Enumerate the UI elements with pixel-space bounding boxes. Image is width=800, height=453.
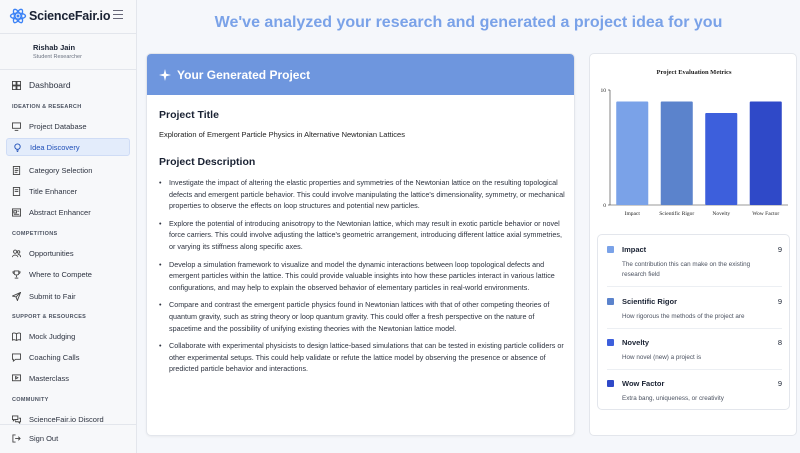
hamburger-menu-icon[interactable]	[113, 10, 123, 20]
metrics-legend	[597, 234, 790, 410]
logout-icon	[12, 434, 21, 443]
metric-description: How novel (new) a project is	[622, 354, 702, 361]
divider	[607, 369, 782, 370]
user-profile[interactable]	[0, 33, 137, 70]
sidebar-item-label: ScienceFair.io Discord	[29, 414, 104, 424]
y-tick-label: 0	[603, 203, 606, 209]
text-document-icon	[12, 187, 21, 196]
list-item: • Compare and contrast the emergent particle physics found in Newtonian lattices with that of other competing theories of quantum gravity, such as string theory or loop quantum gravity. This could offer a fresh perspective on the nature of spacetime and the possibility of unifying existing theories with the Newtonian lattice model.	[159, 299, 565, 334]
sidebar-item-label: Project Database	[29, 121, 87, 131]
sidebar-item-label: Masterclass	[29, 373, 70, 383]
metric-score: 9	[777, 379, 782, 388]
atom-logo-icon	[9, 7, 27, 25]
sidebar-item-mock-judging[interactable]	[6, 327, 130, 345]
sidebar-item-idea-discovery[interactable]	[6, 138, 130, 156]
sidebar-item-label: Mock Judging	[29, 331, 76, 341]
sidebar-item-label: Dashboard	[29, 80, 71, 90]
chart-title: Project Evaluation Metrics	[656, 69, 732, 76]
sidebar-item-submit-to-fair[interactable]	[6, 287, 130, 305]
section-competitions: COMPETITIONS	[12, 231, 58, 237]
list-item: • Investigate the impact of altering the elastic properties and symmetries of the Newtonian lattice on the resulting topological defects and emergent particle behavior. This could involve manipulating the lattice's dimensionality, symmetry, or mechanical properties to observe the effects on loop structures and potential new particles.	[159, 177, 565, 212]
legend-swatch	[607, 339, 614, 346]
metric-score: 9	[777, 245, 782, 254]
project-title-heading: Project Title	[159, 109, 219, 121]
x-tick-label: Wow Factor	[752, 211, 780, 217]
sparkle-icon	[159, 69, 171, 81]
x-tick-label: Scientific Rigor	[659, 211, 695, 217]
sidebar-item-label: Sign Out	[29, 433, 59, 443]
sidebar-item-label: Title Enhancer	[29, 186, 78, 196]
brand-name: ScienceFair.io	[29, 9, 111, 23]
metric-name: Scientific Rigor	[622, 297, 678, 306]
send-icon	[12, 292, 21, 301]
newspaper-icon	[12, 208, 21, 217]
section-support-resources: SUPPORT & RESOURCES	[12, 314, 87, 320]
metric-score: 8	[777, 338, 782, 347]
divider	[607, 286, 782, 287]
sidebar-item-label: Opportunities	[29, 248, 74, 258]
chat-bubbles-icon	[12, 415, 21, 424]
legend-swatch	[607, 380, 614, 387]
sidebar-item-dashboard[interactable]	[6, 76, 130, 94]
metric-description: The contribution this can make on the existing research field	[622, 261, 751, 278]
metric-name: Impact	[622, 245, 647, 254]
sidebar-item-label: Submit to Fair	[29, 291, 76, 301]
sidebar-item-opportunities[interactable]	[6, 244, 130, 262]
section-community: COMMUNITY	[12, 397, 49, 403]
sidebar	[0, 0, 137, 453]
project-description-heading: Project Description	[159, 156, 256, 168]
bar-wow-factor	[750, 102, 782, 206]
legend-swatch	[607, 298, 614, 305]
people-icon	[12, 249, 21, 258]
sidebar-item-masterclass[interactable]	[6, 369, 130, 387]
project-description-list	[159, 177, 565, 381]
lightbulb-icon	[13, 143, 22, 152]
x-tick-label: Impact	[624, 211, 640, 217]
sidebar-item-abstract-enhancer[interactable]	[6, 203, 130, 221]
metric-score: 9	[777, 297, 782, 306]
sidebar-item-title-enhancer[interactable]	[6, 182, 130, 200]
bar-scientific-rigor	[661, 102, 693, 206]
sidebar-item-label: Category Selection	[29, 165, 93, 175]
card-header	[147, 54, 574, 95]
section-ideation-research: IDEATION & RESEARCH	[12, 104, 82, 110]
metric-description: Extra bang, uniqueness, or creativity	[622, 395, 724, 402]
dashboard-icon	[12, 81, 21, 90]
sidebar-item-category-selection[interactable]	[6, 161, 130, 179]
monitor-icon	[12, 122, 21, 131]
brand[interactable]	[9, 7, 110, 25]
chat-bubble-icon	[12, 353, 21, 362]
list-item: • Develop a simulation framework to visualize and model the dynamic interactions between loop topological defects and emergent particles within the lattice. This could provide valuable insights into how these particles interact in various lattice configurations, and may help to explain the observed behavior of elementary particles in real-world environments.	[159, 259, 565, 294]
legend-swatch	[607, 246, 614, 253]
bar-novelty	[705, 113, 737, 205]
document-icon	[12, 166, 21, 175]
metric-name: Wow Factor	[622, 379, 665, 388]
book-icon	[12, 332, 21, 341]
card-header-title: Your Generated Project	[177, 67, 311, 82]
project-title: Exploration of Emergent Particle Physics in Alternative Newtonian Lattices	[159, 130, 405, 139]
page-headline: We've analyzed your research and generated a project idea for you	[214, 14, 723, 31]
list-item: • Explore the potential of introducing anisotropy to the Newtonian lattice, which may result in exotic particle behavior or novel force carriers. This could involve adjusting the lattice's geometric arrangement, introducing different lattice axial symmetries, or varying its stiffness along specific axes.	[159, 218, 565, 253]
sidebar-item-label: Where to Compete	[29, 269, 92, 279]
x-tick-label: Novelty	[712, 211, 731, 217]
metrics-card	[589, 53, 797, 436]
divider	[607, 328, 782, 329]
sign-out-button[interactable]	[6, 429, 130, 447]
sidebar-item-coaching-calls[interactable]	[6, 348, 130, 366]
sidebar-item-label: Coaching Calls	[29, 352, 80, 362]
sidebar-item-label: Abstract Enhancer	[29, 207, 91, 217]
sidebar-item-where-to-compete[interactable]	[6, 265, 130, 283]
divider	[0, 424, 137, 425]
metric-name: Novelty	[622, 338, 650, 347]
generated-project-card	[146, 53, 575, 436]
list-item: • Collaborate with experimental physicists to design lattice-based simulations that can be tested in existing particle colliders or other experimental setups. This could help validate or refute the lattice model by observing the presence or absence of predicted particle behavior and interactions.	[159, 340, 565, 375]
y-tick-label: 10	[600, 88, 606, 94]
user-name: Rishab Jain	[33, 43, 76, 52]
sidebar-item-project-database[interactable]	[6, 117, 130, 135]
evaluation-bar-chart	[590, 80, 798, 230]
presentation-icon	[12, 374, 21, 383]
trophy-icon	[12, 270, 21, 279]
metric-description: How rigorous the methods of the project are	[622, 313, 745, 320]
user-role: Student Researcher	[33, 54, 82, 60]
bar-impact	[616, 102, 648, 206]
sidebar-item-label: Idea Discovery	[30, 142, 80, 152]
